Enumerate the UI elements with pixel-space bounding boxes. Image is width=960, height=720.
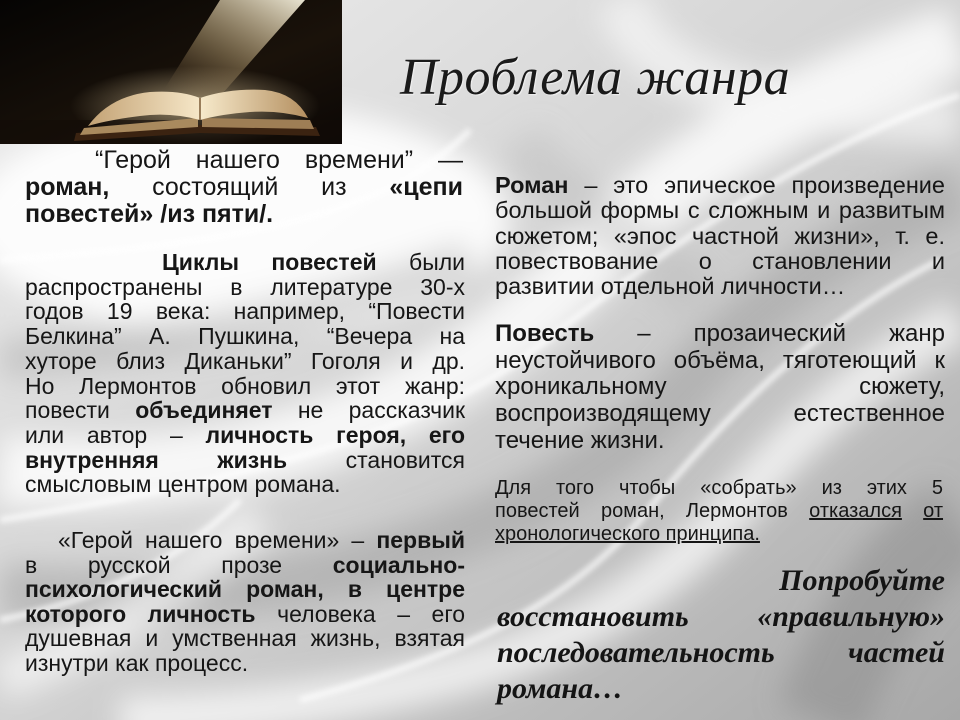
task-prompt: [497, 563, 945, 707]
text-line: [25, 374, 465, 399]
text: Для того чтобы «собрать» из этих 5: [495, 477, 943, 499]
text-line: [495, 274, 945, 299]
text: сюжетом; «эпос частной жизни», т. е.: [495, 222, 945, 249]
text: не рассказчик: [297, 397, 466, 424]
text-line: [25, 147, 463, 174]
text-line: [495, 173, 945, 198]
text: распространены в литературе 30-х: [25, 273, 465, 300]
text-line: [25, 275, 465, 300]
text: Белкина” А. Пушкина, “Вечера на: [25, 323, 465, 350]
text-line: [25, 174, 463, 201]
text: душевная и умственная жизнь, взятая: [25, 625, 465, 652]
text: «Герой нашего времени» –: [58, 527, 365, 553]
text: воспроизводящему естественное: [495, 400, 945, 428]
text-line: [495, 401, 945, 428]
text: смысловым центром романа.: [25, 471, 341, 498]
psychological-novel-paragraph: [25, 528, 465, 676]
text: – прозаический жанр: [637, 320, 946, 347]
text-line: [25, 423, 465, 448]
text-line: [25, 626, 465, 651]
story-cycles-paragraph: [25, 250, 465, 497]
text-line: [497, 671, 945, 707]
text: романа…: [497, 672, 624, 705]
bold-text: психологический роман, в центре: [25, 576, 465, 603]
text-line: [495, 249, 945, 274]
text: неустойчивого объёма, тяготеющий к: [495, 346, 945, 374]
text-line: [25, 324, 465, 349]
bold-text: социально-: [332, 551, 465, 578]
underlined-text: от: [923, 500, 944, 522]
bold-text: личность героя, его: [205, 421, 466, 448]
text-line: [25, 528, 465, 553]
text-line: [25, 398, 465, 423]
text: становится: [345, 446, 466, 473]
text: состоящий из: [152, 173, 347, 201]
text-line: [25, 250, 465, 275]
text-line: [25, 299, 465, 324]
bold-text: Циклы повестей: [162, 249, 377, 275]
underlined-text: отказался: [809, 500, 902, 522]
text-line: [495, 224, 945, 249]
text: человека – его: [277, 600, 465, 627]
text-line: [25, 349, 465, 374]
composition-note: [495, 477, 943, 546]
text-line: [497, 563, 945, 599]
text-line: [495, 477, 943, 500]
text: развитии отдельной личности…: [495, 273, 846, 300]
bold-text: Роман: [495, 172, 569, 198]
text-line: [497, 599, 945, 635]
text: течение жизни.: [495, 426, 665, 454]
text-line: [25, 602, 465, 627]
text-line: [25, 651, 465, 676]
text-line: [495, 500, 943, 523]
open-book-image: [0, 0, 342, 144]
text: большой формы с сложным и развитым: [495, 197, 945, 224]
text-line: [495, 198, 945, 223]
text-line: [495, 321, 945, 348]
text: Попробуйте: [779, 564, 945, 597]
text: в русской прозе: [25, 551, 283, 578]
bold-text: объединяет: [135, 397, 273, 424]
text: годов 19 века: например, “Повести: [25, 298, 465, 325]
text: “Герой нашего времени” —: [95, 146, 463, 174]
bold-text: роман,: [25, 173, 110, 201]
text-line: [25, 201, 463, 228]
bold-text: которого личность: [25, 600, 256, 627]
slide-title: Проблема жанра: [400, 49, 791, 106]
text: или автор –: [25, 421, 183, 448]
text-line: [25, 472, 465, 497]
text: повести: [25, 397, 110, 424]
text: Но Лермонтов обновил этот жанр:: [25, 372, 465, 399]
text: были: [409, 249, 465, 275]
text-line: [495, 348, 945, 375]
underlined-text: хронологического принципа.: [495, 523, 760, 545]
text-line: [25, 448, 465, 473]
bold-text: «цепи: [389, 173, 463, 201]
text: хуторе близ Диканьки” Гоголя и др.: [25, 347, 465, 374]
text-line: [495, 523, 943, 546]
text: хроникальному сюжету,: [495, 373, 945, 401]
text-line: [495, 428, 945, 455]
novel-definition: [495, 173, 945, 299]
povest-definition: [495, 321, 945, 455]
bold-text: Повесть: [495, 320, 595, 347]
bold-text: первый: [376, 527, 465, 553]
hero-novel-paragraph: [25, 147, 463, 228]
text-line: [25, 577, 465, 602]
text: повествование о становлении и: [495, 247, 945, 274]
text: последовательность частей: [497, 636, 945, 669]
bold-text: внутренняя жизнь: [25, 446, 288, 473]
text: – это эпическое произведение: [584, 172, 945, 198]
bold-text: повестей» /из пяти/.: [25, 200, 274, 228]
text-line: [497, 635, 945, 671]
text-line: [495, 374, 945, 401]
text: изнутри как процесс.: [25, 649, 249, 676]
text: повестей роман, Лермонтов: [495, 500, 788, 522]
text: восстановить «правильную»: [497, 600, 945, 633]
text-line: [25, 553, 465, 578]
